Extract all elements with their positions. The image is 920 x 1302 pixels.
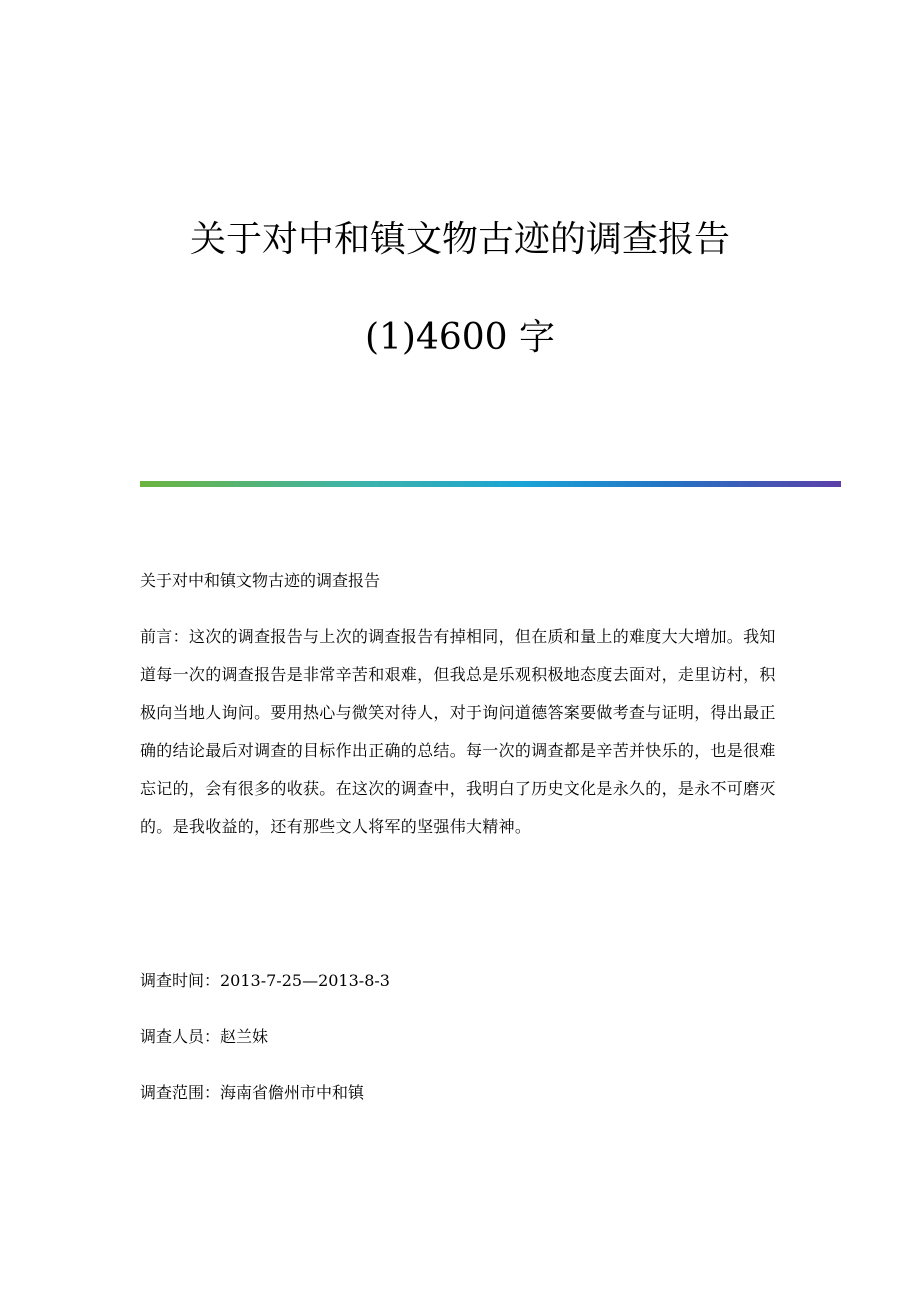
survey-time: 调查时间：2013-7-25—2013-8-3	[140, 971, 390, 990]
preface-paragraph: 前言：这次的调查报告与上次的调查报告有掉相同，但在质和量上的难度大大增加。我知道每一次的调查报告是非常辛苦和艰难，但我总是乐观积极地态度去面对，走里访村，积极向当地人询问。要用热心与微笑对待人，对于询问道德答案要做考查与证明，得出最正确的结论最后对调查的目标作出正确的总结。每一次的调查都是辛苦并快乐的，也是很难忘记的，会有很多的收获。在这次的调查中，我明白了历史文化是永久的，是永不可磨灭的。是我收益的，还有那些文人将军的坚强伟大精神。	[140, 627, 776, 836]
document-title-suffix: (1)4600 字	[364, 317, 556, 358]
survey-range: 调查范围：海南省儋州市中和镇	[140, 1083, 365, 1102]
survey-people: 调查人员：赵兰妹	[140, 1027, 269, 1046]
document-title: 关于对中和镇文物古迹的调查报告	[189, 219, 730, 260]
gradient-divider	[140, 481, 841, 487]
section-heading: 关于对中和镇文物古迹的调查报告	[140, 571, 381, 590]
